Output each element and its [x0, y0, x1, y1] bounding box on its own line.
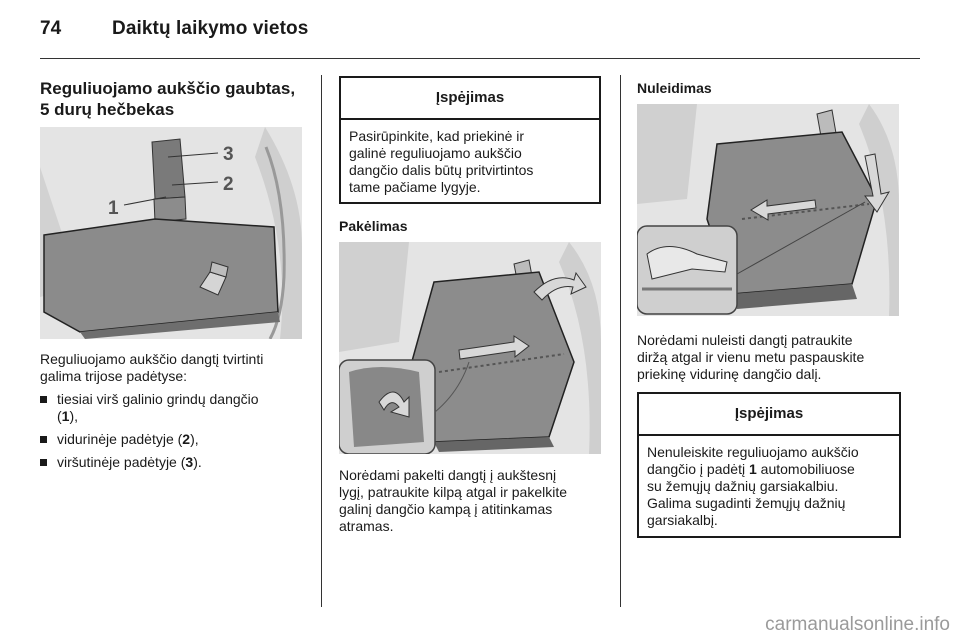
warning-2-line2-pre: dangčio į padėtį [647, 461, 749, 477]
warning-box-1 [339, 76, 601, 204]
bullet-position-3 [40, 454, 310, 471]
lowering-text-line: priekinę vidurinę dangčio dalį. [637, 366, 822, 382]
bullet-1-open: ( [57, 408, 62, 424]
lowering-text-line: diržą atgal ir vienu metu paspauskite [637, 349, 865, 365]
page-header [40, 18, 308, 40]
intro-line-1: Reguliuojamo aukščio dangtį tvirtinti [40, 351, 264, 367]
bullet-2-number: 2 [182, 431, 191, 447]
warning-1-line: dangčio dalis būtų pritvirtintos [349, 162, 534, 178]
warning-2-title: Įspėjimas [639, 394, 899, 436]
header-rule [40, 58, 920, 59]
bullet-1-close: ), [69, 408, 79, 424]
bullet-1-number: 1 [61, 408, 70, 424]
warning-2-body [639, 436, 899, 529]
watermark[interactable]: carmanualsonline.info [765, 614, 950, 635]
warning-1-line: tame pačiame lygyje. [349, 179, 481, 195]
section-heading-line1: Reguliuojamo aukščio gaubtas, [40, 79, 296, 98]
bullet-position-1 [40, 391, 310, 425]
warning-1-line: Pasirūpinkite, kad priekinė ir [349, 128, 525, 144]
bullet-2-text: vidurinėje padėtyje ( [57, 431, 183, 447]
column-divider-1 [321, 75, 322, 607]
lowering-cover-illustration [637, 104, 899, 316]
warning-box-2 [637, 392, 901, 538]
raising-cover-illustration [339, 242, 601, 454]
bullet-position-2 [40, 431, 310, 448]
warning-2-line: su žemųjų dažnių garsiakalbiu. [647, 478, 839, 494]
raising-text-line: atramas. [339, 518, 394, 534]
warning-2-line [647, 461, 891, 478]
bullet-square-icon [40, 396, 47, 403]
bullet-square-icon [40, 436, 47, 443]
subheading-raising: Pakėlimas [339, 218, 408, 234]
col2-body [339, 467, 611, 535]
figure-cover-positions [40, 127, 302, 339]
col1-body [40, 351, 310, 477]
warning-2-line: Nenuleiskite reguliuojamo aukščio [647, 444, 859, 460]
warning-2-line2-post: automobiliuose [756, 461, 855, 477]
raising-text-line: galinį dangčio kampą į atitinkamas [339, 501, 553, 517]
bullet-3-close: ). [193, 454, 202, 470]
intro-line-2: galima trijose padėtyse: [40, 368, 188, 384]
warning-2-line: Galima sugadinti žemųjų dažnių [647, 495, 846, 511]
col1-heading [40, 78, 310, 120]
warning-1-line: galinė reguliuojamo aukščio [349, 145, 522, 161]
raising-text-line: Norėdami pakelti dangtį į aukštesnį [339, 467, 557, 483]
section-heading-line2: 5 durų hečbekas [40, 100, 175, 119]
figure-label-2: 2 [223, 174, 234, 195]
figure-label-1: 1 [108, 198, 119, 219]
raising-text-line: lygį, patraukite kilpą atgal ir pakelkite [339, 484, 568, 500]
warning-1-body [341, 120, 599, 196]
warning-1-title: Įspėjimas [341, 78, 599, 120]
page-number: 74 [40, 18, 62, 39]
subheading-lowering: Nuleidimas [637, 80, 712, 96]
figure-raising [339, 242, 601, 454]
warning-2-position-number: 1 [748, 461, 757, 477]
bullet-1-text: tiesiai virš galinio grindų dangčio [57, 391, 259, 407]
figure-label-3: 3 [223, 144, 234, 165]
warning-2-line: garsiakalbį. [647, 512, 718, 528]
page-title: Daiktų laikymo vietos [112, 18, 309, 39]
cargo-cover-illustration [40, 127, 302, 339]
bullet-square-icon [40, 459, 47, 466]
column-divider-2 [620, 75, 621, 607]
lowering-text-line: Norėdami nuleisti dangtį patraukite [637, 332, 853, 348]
col3-body [637, 332, 909, 383]
bullet-3-text: viršutinėje padėtyje ( [57, 454, 186, 470]
bullet-2-close: ), [190, 431, 199, 447]
bullet-3-number: 3 [185, 454, 194, 470]
figure-lowering [637, 104, 899, 316]
